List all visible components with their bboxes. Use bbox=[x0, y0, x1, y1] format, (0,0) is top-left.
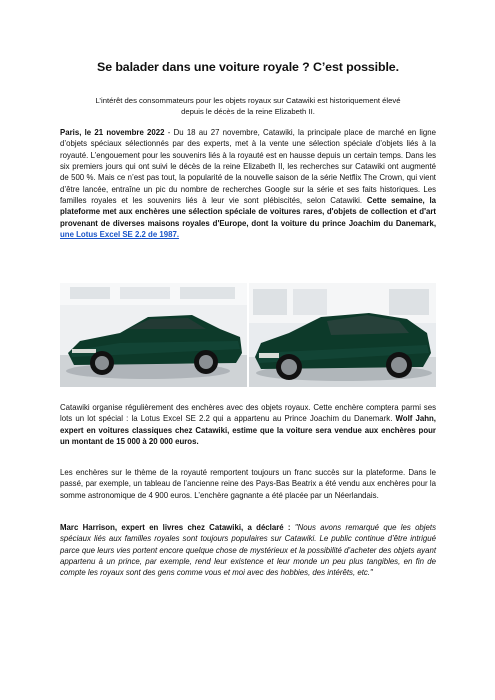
intro-body: - Du 18 au 27 novembre, Catawiki, la principale place de marché en ligne d’objets spéciaux sélectionnés par des experts, met à la vente une sélection spéciale d’objets liés à la royauté. L’engouement pour les souvenirs liés à la royauté est en hausse depuis un certain temps. Dans les six premiers jours qui ont suivi le décès de la reine Elizabeth II, les recherches sur Catawiki ont augmenté de 500 %. Mais ce n’est pas tout, la popularité de la nouvelle saison de la série Netflix The Crown, qui vient d’être lancée, entraîne un pic du nombre de recherches Google sur la série et ses faits historiques. Les familles royales et les souvenirs liés à leur vie sont plébiscités, selon Catawiki. bbox=[60, 128, 436, 206]
quote-attribution: Marc Harrison, expert en livres chez Catawiki, a déclaré : bbox=[60, 523, 291, 532]
document-subtitle bbox=[60, 95, 436, 117]
auction-body: Catawiki organise régulièrement des enchères avec des objets royaux. Cette enchère comptera parmi ses lots un lot spécial : la Lotus Excel SE 2.2 qui a appartenu au Prince Joachim du Danemark. bbox=[60, 403, 436, 424]
paragraph-intro bbox=[60, 127, 436, 240]
expert-estimate: Wolf Jahn, expert en voitures classiques chez Catawiki, estime que la voiture sera vendue aux enchères pour un montant de 15 000 à 20 000 euros. bbox=[60, 414, 436, 447]
car-photo-front bbox=[60, 283, 247, 387]
subtitle-line-1: L’intérêt des consommateurs pour les objets royaux sur Catawiki est historiquement élevé bbox=[95, 96, 401, 105]
paragraph-history bbox=[60, 467, 436, 501]
lotus-excel-link[interactable]: une Lotus Excel SE 2.2 de 1987. bbox=[60, 230, 180, 240]
car-photo-side-image bbox=[249, 283, 436, 387]
car-photos bbox=[60, 283, 436, 387]
paragraph-quote bbox=[60, 522, 436, 579]
history-body: Les enchères sur le thème de la royauté remportent toujours un franc succès sur la plateforme. Dans le passé, par exemple, un tableau de l’ancienne reine des Pays-Bas Beatrix a été vendu aux enchères pour la somme astronomique de 4 900 euros. L’enchère gagnante a été placée par un Néerlandais. bbox=[60, 468, 436, 500]
intro-highlight: Cette semaine, la plateforme met aux enchères une sélection spéciale de voitures rares, d'objets de collection et d'art provenant de diverses maisons royales d'Europe, dont la voiture du prince Joachim du Danemark, bbox=[60, 196, 436, 228]
paragraph-auction bbox=[60, 402, 436, 447]
expert-quote: "Nous avons remarqué que les objets spéciaux liés aux familles royales sont toujours populaires sur Catawiki. Le public continue d’être intrigué parce que leurs vies portent encore quelque chose de mystérieux et la possibilité d’acheter des objets ayant appartenu à un prince, par exemple, rend leur existence et leur monde un peu plus tangibles, en fin de compte les royaux sont des gens comme vous et moi avec des hobbies, des intérêts, etc." bbox=[60, 523, 436, 578]
subtitle-line-2: depuis le décès de la reine Elizabeth II. bbox=[181, 107, 315, 116]
car-photo-front-image bbox=[60, 283, 247, 387]
dateline: Paris, le 21 novembre 2022 bbox=[60, 128, 165, 137]
car-photo-side bbox=[249, 283, 436, 387]
document-title: Se balader dans une voiture royale ? C’est possible. bbox=[97, 60, 399, 74]
